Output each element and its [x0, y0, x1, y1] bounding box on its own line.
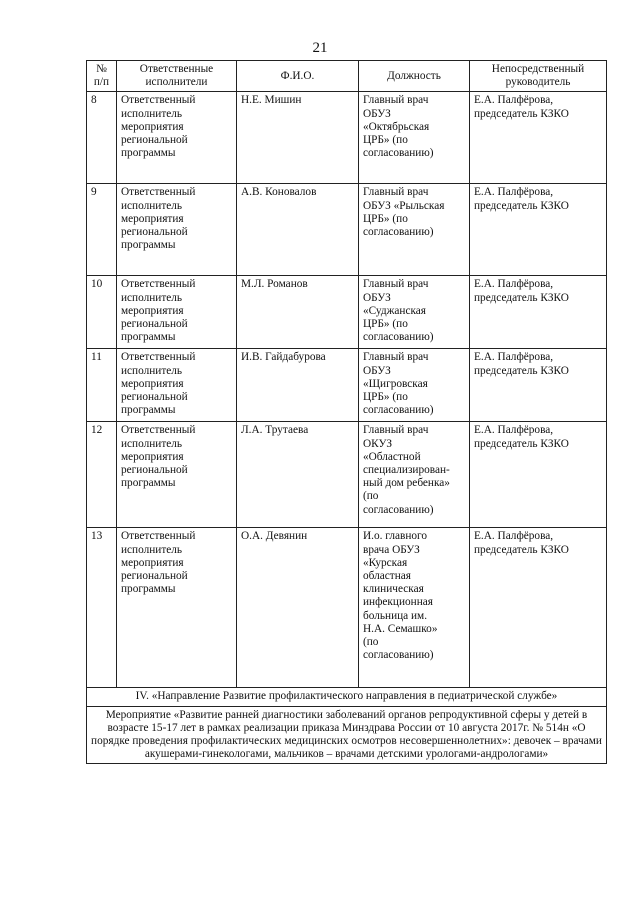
row-number: 8 [87, 92, 117, 184]
row-number: 13 [87, 528, 117, 688]
header-supervisor: Непосредственный руководитель [470, 61, 607, 92]
row-role: Ответственный исполнитель мероприятия региональной программы [117, 349, 237, 422]
table-row [87, 528, 607, 688]
row-supervisor: Е.А. Палфёрова, председатель КЗКО [470, 92, 607, 184]
measure-row [87, 706, 607, 764]
row-position: Главный врач ОБУЗ «Щигровская ЦРБ» (по согласованию) [359, 349, 470, 422]
page-number: 21 [312, 40, 328, 56]
row-name: Н.Е. Мишин [237, 92, 359, 184]
section-title: IV. «Направление Развитие профилактического направления в педиатрической службе» [87, 688, 607, 706]
row-name: А.В. Коновалов [237, 184, 359, 276]
row-role: Ответственный исполнитель мероприятия региональной программы [117, 92, 237, 184]
row-number: 9 [87, 184, 117, 276]
header-responsible: Ответственные исполнители [117, 61, 237, 92]
row-position: Главный врач ОКУЗ «Областной специализирован- ный дом ребенка» (по согласованию) [359, 422, 470, 528]
row-position: И.о. главного врача ОБУЗ «Курская областная клиническая инфекционная больница им. Н.А. Семашко» (по согласованию) [359, 528, 470, 688]
table-row [87, 349, 607, 422]
row-role: Ответственный исполнитель мероприятия региональной программы [117, 276, 237, 349]
table-row [87, 422, 607, 528]
section-row [87, 688, 607, 706]
row-position: Главный врач ОБУЗ «Рыльская ЦРБ» (по согласованию) [359, 184, 470, 276]
row-name: Л.А. Трутаева [237, 422, 359, 528]
row-supervisor: Е.А. Палфёрова, председатель КЗКО [470, 528, 607, 688]
table-row [87, 92, 607, 184]
row-name: М.Л. Романов [237, 276, 359, 349]
table-row [87, 184, 607, 276]
row-name: И.В. Гайдабурова [237, 349, 359, 422]
row-role: Ответственный исполнитель мероприятия региональной программы [117, 528, 237, 688]
row-supervisor: Е.А. Палфёрова, председатель КЗКО [470, 276, 607, 349]
row-position: Главный врач ОБУЗ «Октябрьская ЦРБ» (по согласованию) [359, 92, 470, 184]
row-number: 12 [87, 422, 117, 528]
row-position: Главный врач ОБУЗ «Суджанская ЦРБ» (по согласованию) [359, 276, 470, 349]
row-role: Ответственный исполнитель мероприятия региональной программы [117, 184, 237, 276]
table-row [87, 276, 607, 349]
row-supervisor: Е.А. Палфёрова, председатель КЗКО [470, 422, 607, 528]
header-full-name: Ф.И.О. [237, 61, 359, 92]
row-name: О.А. Девянин [237, 528, 359, 688]
header-position: Должность [359, 61, 470, 92]
row-number: 11 [87, 349, 117, 422]
row-supervisor: Е.А. Палфёрова, председатель КЗКО [470, 184, 607, 276]
header-number: № п/п [87, 61, 117, 92]
row-number: 10 [87, 276, 117, 349]
row-role: Ответственный исполнитель мероприятия региональной программы [117, 422, 237, 528]
row-supervisor: Е.А. Палфёрова, председатель КЗКО [470, 349, 607, 422]
measure-description: Мероприятие «Развитие ранней диагностики заболеваний органов репродуктивной сферы у детей в возрасте 15-17 лет в рамках реализации приказа Минздрава России от 10 августа 2017г. № 514н «О порядке проведения профилактических медицинских осмотров несовершеннолетних»: девочек – врачами акушерами-гинекологами, мальчиков – врачами детскими урологами-андрологами» [87, 706, 607, 764]
responsibility-table [86, 60, 607, 764]
table-header-row [87, 61, 607, 92]
